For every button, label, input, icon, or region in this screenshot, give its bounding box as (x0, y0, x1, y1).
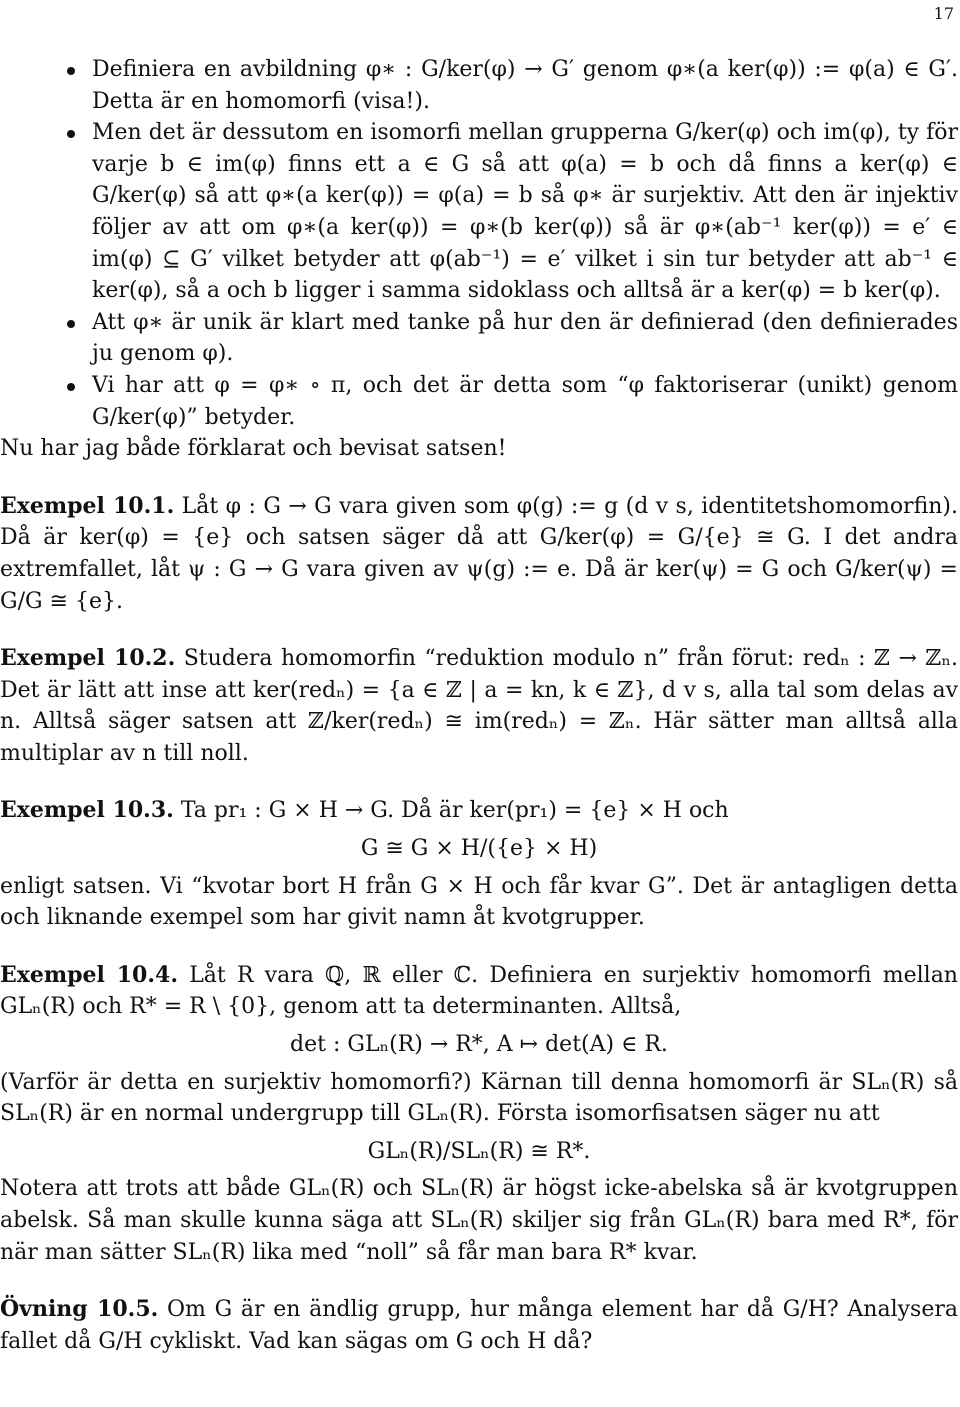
example-10-1 (0, 491, 958, 617)
bullet-item: Att φ∗ är unik är klart med tanke på hur den är definierad (den definierades ju genom φ). (0, 307, 958, 370)
example-text-continued: Notera att trots att både GLₙ(R) och SLₙ(R) är högst icke-abelska så är kvotgruppen abelsk. Så man skulle kunna säga att SLₙ(R) skiljer sig från GLₙ(R) bara med R*, för när man sätter SLₙ(R) lika med “noll” så får man bara R* kvar. (0, 1176, 958, 1265)
display-equation: GLₙ(R)/SLₙ(R) ≅ R*. (367, 1138, 591, 1164)
exercise-text: Om G är en ändlig grupp, hur många element har då G/H? Analysera fallet då G/H cykliskt. Vad kan sägas om G och H då? (0, 1297, 958, 1354)
bullet-item: Definiera en avbildning φ∗ : G/ker(φ) → G′ genom φ∗(a ker(φ)) := φ(a) ∈ G′. Detta är en homomorfi (visa!). (0, 54, 958, 117)
example-text: Studera homomorfin “reduktion modulo n” från förut: redₙ : ℤ → ℤₙ. Det är lätt att inse att ker(redₙ) = {a ∈ ℤ | a = kn, k ∈ ℤ}, d v s, alla tal som delas av n. Alltså säger satsen att ℤ/ker(redₙ) ≅ im(redₙ) = ℤₙ. Här sätter man alltså alla multiplar av n till noll. (0, 646, 958, 766)
exercise-label: Övning 10.5. (0, 1296, 159, 1323)
example-label: Exempel 10.2. (0, 645, 176, 672)
example-label: Exempel 10.1. (0, 492, 175, 519)
closing-sentence: Nu har jag både förklarat och bevisat satsen! (0, 436, 507, 462)
example-text: Ta pr₁ : G × H → G. Då är ker(pr₁) = {e} × H och (180, 798, 729, 824)
display-equation: G ≅ G × H/({e} × H) (360, 836, 598, 862)
example-text: Låt R vara ℚ, ℝ eller ℂ. Definiera en surjektiv homomorfi mellan GLₙ(R) och R* = R \ {0}, genom att ta determinanten. Alltså, (0, 962, 958, 1020)
example-10-3 (0, 795, 958, 827)
page-content (0, 54, 958, 1357)
example-label: Exempel 10.3. (0, 797, 174, 824)
display-equation: det : GLₙ(R) → R*, A ↦ det(A) ∈ R. (290, 1032, 668, 1058)
bullet-list (0, 54, 958, 433)
example-text-continued: enligt satsen. Vi “kvotar bort H från G × H och får kvar G”. Det är antagligen detta och liknande exempel som har givit namn åt kvotgrupper. (0, 873, 958, 931)
exercise-10-5 (0, 1294, 958, 1357)
bullet-item: Men det är dessutom en isomorfi mellan grupperna G/ker(φ) och im(φ), ty för varje b ∈ im(φ) finns ett a ∈ G så att φ(a) = b och då finns a ker(φ) ∈ G/ker(φ) så att φ∗(a ker(φ)) = φ(a) = b så φ∗ är surjektiv. Att den är injektiv följer av att om φ∗(a ker(φ)) = φ∗(b ker(φ)) så är φ∗(ab⁻¹ ker(φ)) = e′ ∈ im(φ) ⊆ G′ vilket betyder att φ(ab⁻¹) = e′ vilket i sin tur betyder att ab⁻¹ ∈ ker(φ), så a och b ligger i samma sidoklass och alltså är a ker(φ) = b ker(φ). (0, 117, 958, 307)
page-number: 17 (933, 4, 954, 23)
example-10-2 (0, 643, 958, 769)
bullet-item: Vi har att φ = φ∗ ∘ π, och det är detta som “φ faktoriserar (unikt) genom G/ker(φ)” betyder. (0, 370, 958, 433)
example-text: Låt φ : G → G vara given som φ(g) := g (d v s, identitetshomomorfin). Då är ker(φ) = {e} och satsen säger då att G/ker(φ) = G/{e} ≅ G. I det andra extremfallet, låt ψ : G → G vara given av ψ(g) := e. Då är ker(ψ) = G och G/ker(ψ) = G/G ≅ {e}. (0, 493, 958, 614)
example-10-4 (0, 960, 958, 1023)
example-label: Exempel 10.4. (0, 961, 178, 988)
example-text-continued: (Varför är detta en surjektiv homomorfi?) Kärnan till denna homomorfi är SLₙ(R) så SLₙ(R) är en normal undergrupp till GLₙ(R). Första isomorfisatsen säger nu att (0, 1069, 958, 1127)
